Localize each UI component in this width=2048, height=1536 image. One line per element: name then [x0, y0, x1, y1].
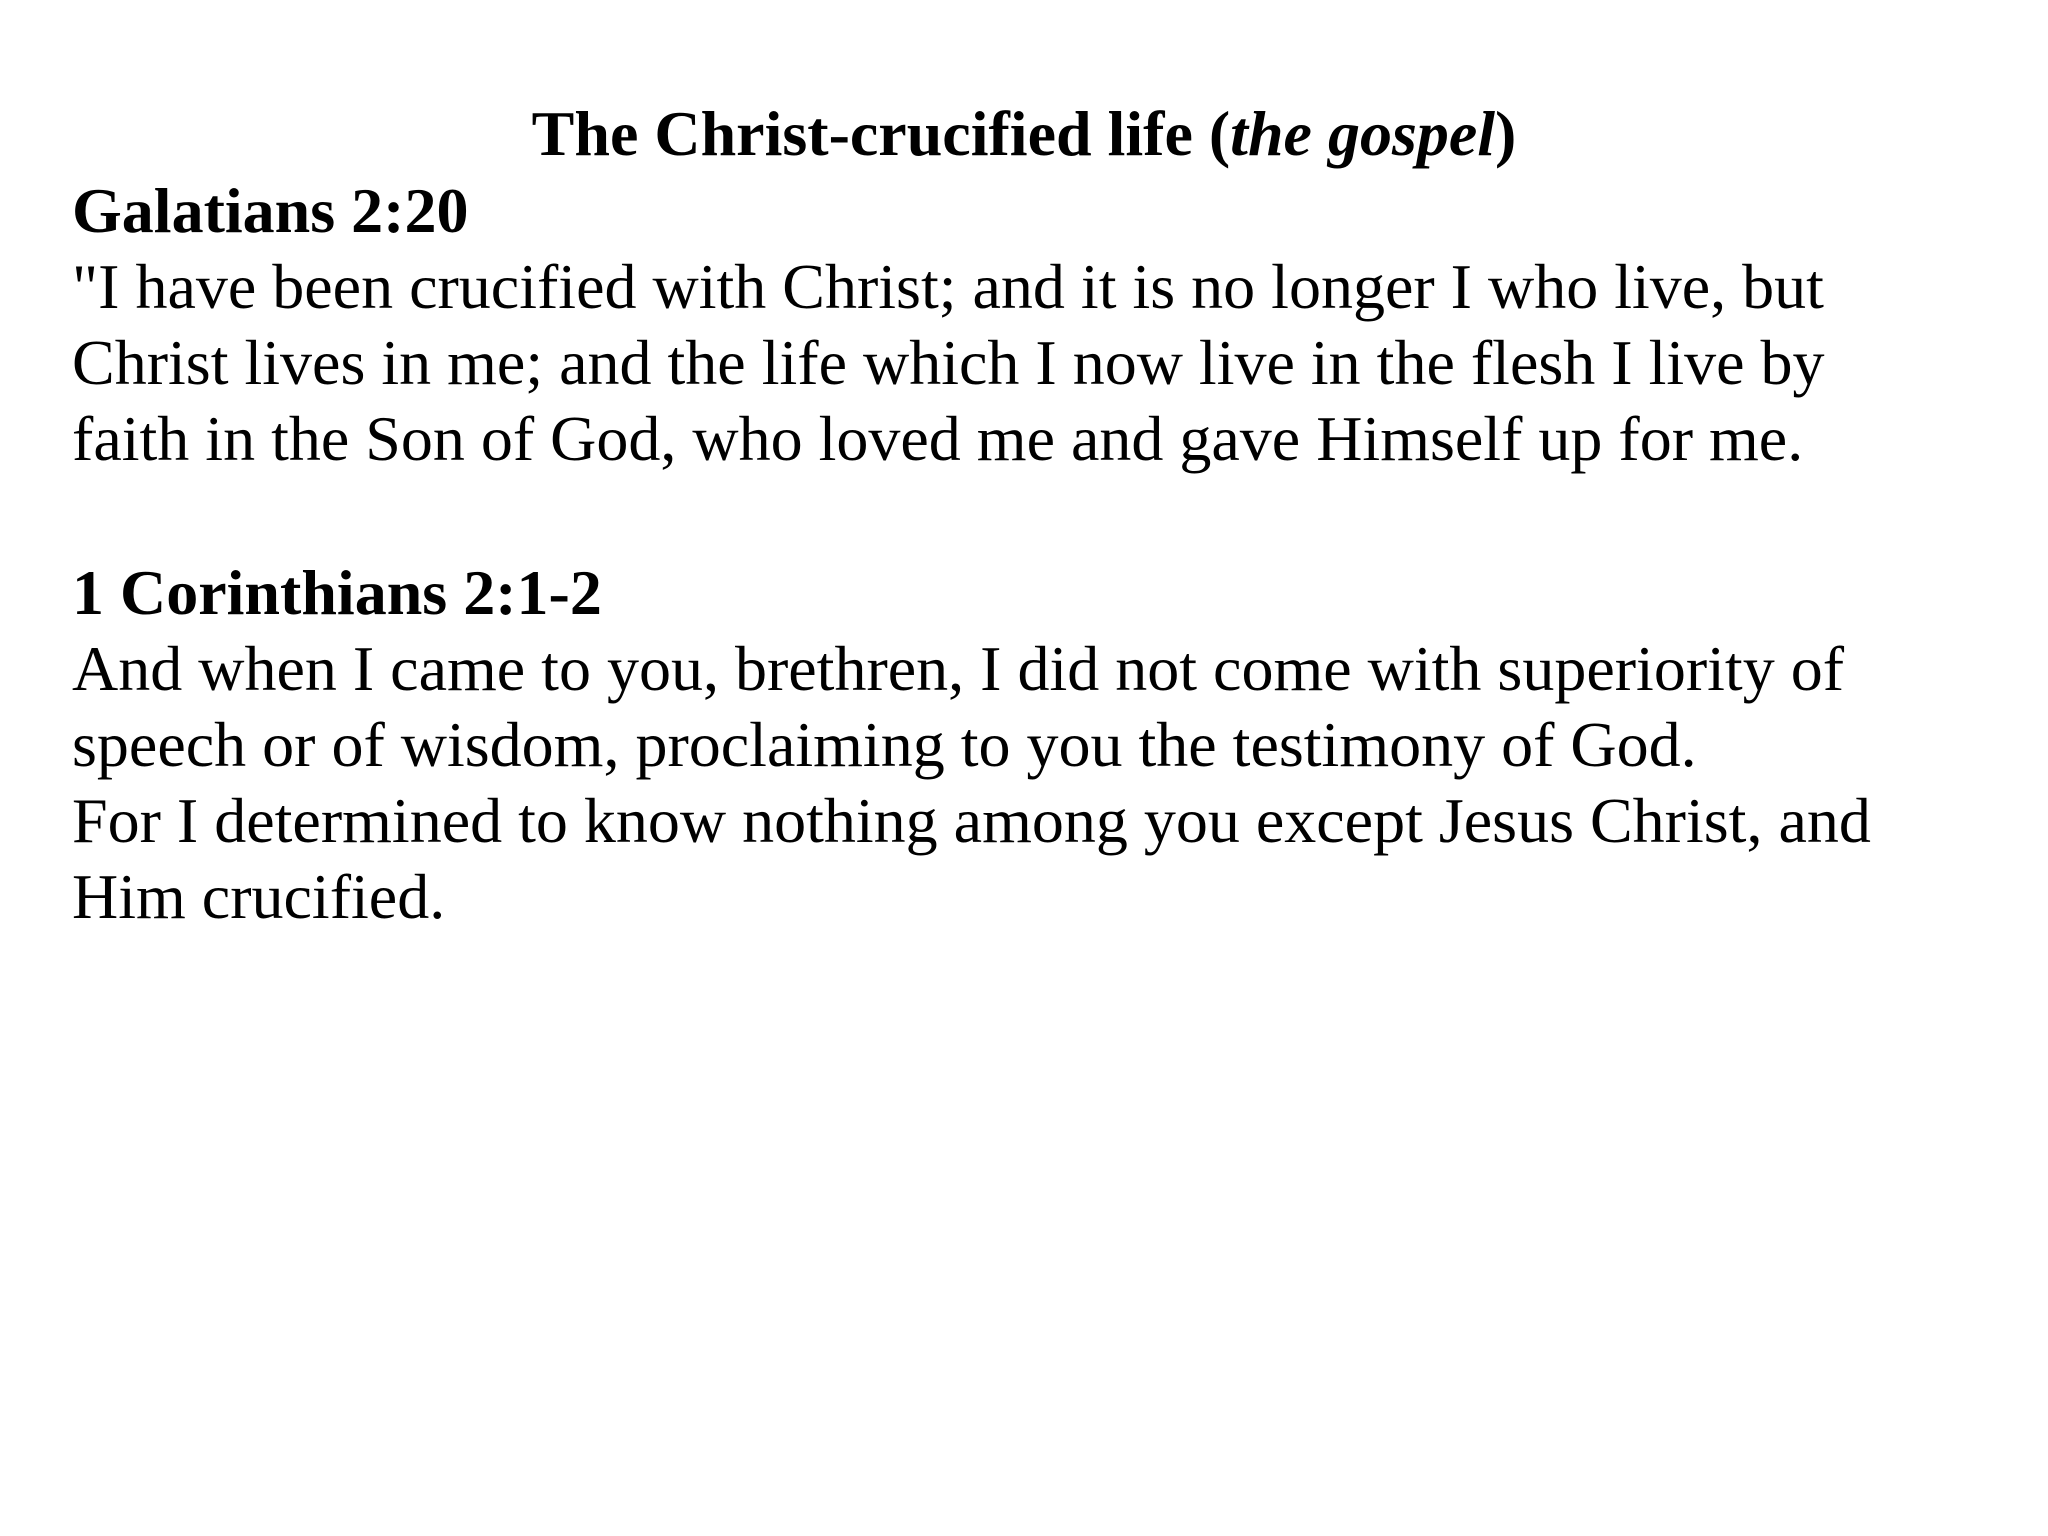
- title-main: The Christ-crucified life (: [531, 98, 1231, 169]
- verse-line: Christ lives in me; and the life which I now live in the flesh I live by: [72, 327, 1825, 398]
- title-italic: the gospel: [1230, 98, 1496, 169]
- verse-line: For I determined to know nothing among you except Jesus Christ, and: [72, 785, 1871, 856]
- slide-title: [0, 96, 2048, 172]
- passage-reference: 1 Corinthians 2:1-2: [72, 557, 602, 628]
- verse-line: faith in the Son of God, who loved me and gave Himself up for me.: [72, 403, 1804, 474]
- passage-galatians: [72, 173, 1992, 477]
- verse-line: speech or of wisdom, proclaiming to you the testimony of God.: [72, 709, 1697, 780]
- verse-line: "I have been crucified with Christ; and it is no longer I who live, but: [72, 251, 1824, 322]
- title-close: ): [1495, 98, 1517, 169]
- passage-reference: Galatians 2:20: [72, 175, 469, 246]
- verse-line: Him crucified.: [72, 861, 446, 932]
- verse-line: And when I came to you, brethren, I did not come with superiority of: [72, 633, 1844, 704]
- passage-corinthians: [72, 555, 1992, 935]
